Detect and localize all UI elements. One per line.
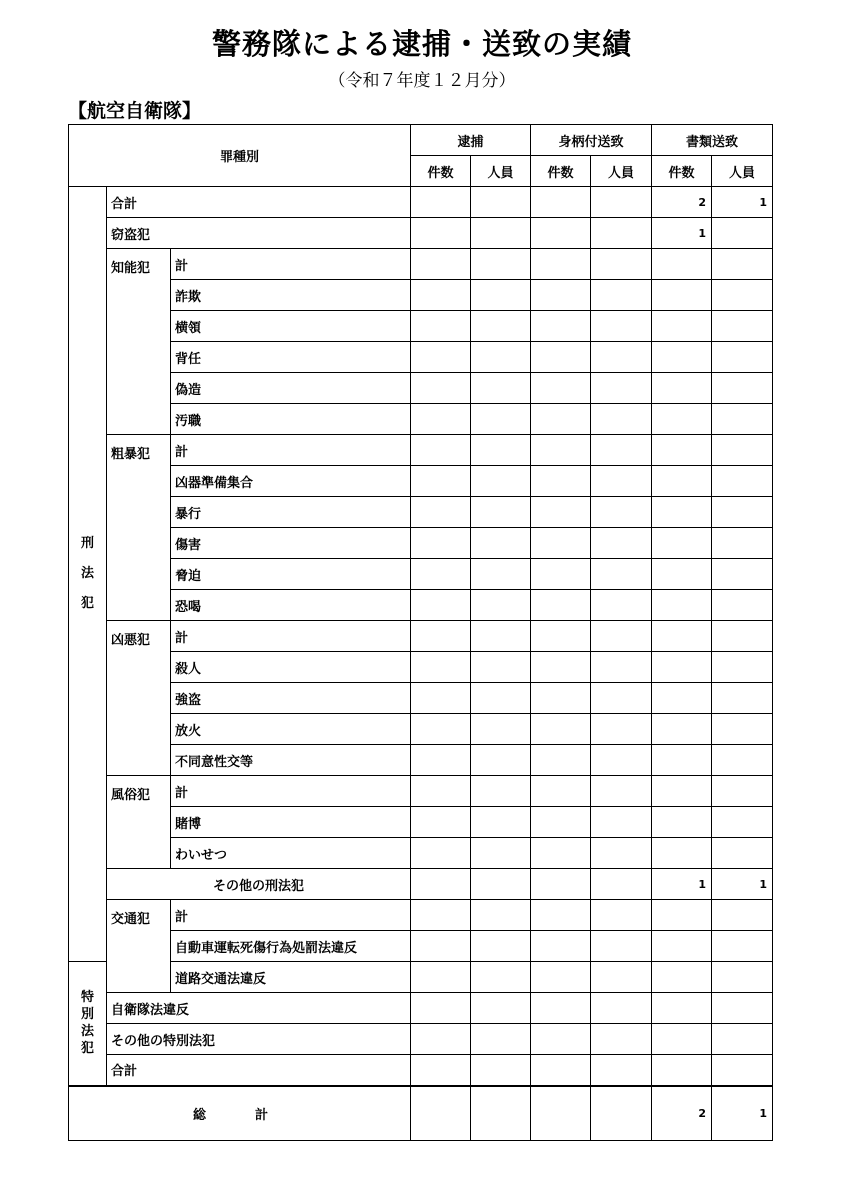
row-label: 賭博 [171, 807, 411, 838]
header-custody: 身柄付送致 [531, 125, 652, 156]
table-row [69, 373, 773, 404]
empty-cell [652, 900, 712, 931]
empty-cell [411, 838, 471, 869]
empty-cell [471, 869, 531, 900]
empty-cell [591, 745, 652, 776]
row-label: 汚職 [171, 404, 411, 435]
empty-cell [471, 528, 531, 559]
empty-cell [591, 404, 652, 435]
empty-cell [531, 404, 591, 435]
empty-cell [591, 342, 652, 373]
table-row [69, 621, 773, 652]
row-label: 詐欺 [171, 280, 411, 311]
row-label: 自衛隊法違反 [107, 993, 411, 1024]
empty-cell [471, 900, 531, 931]
row-label: 計 [171, 621, 411, 652]
table-row [69, 838, 773, 869]
empty-cell [411, 435, 471, 466]
table-row [69, 776, 773, 807]
page-subtitle: （令和７年度１２月分） [328, 71, 516, 91]
empty-cell [652, 404, 712, 435]
table-row [69, 931, 773, 962]
header-documents-count: 件数 [652, 156, 712, 187]
empty-cell [591, 838, 652, 869]
empty-cell [712, 590, 773, 621]
empty-cell [591, 807, 652, 838]
empty-cell [531, 962, 591, 993]
header-arrest-persons: 人員 [471, 156, 531, 187]
empty-cell [411, 1024, 471, 1055]
empty-cell [531, 683, 591, 714]
table-row [69, 745, 773, 776]
empty-cell [531, 497, 591, 528]
empty-cell [652, 962, 712, 993]
empty-cell [531, 1024, 591, 1055]
empty-cell [652, 342, 712, 373]
empty-cell [411, 528, 471, 559]
row-label: 道路交通法違反 [171, 962, 411, 993]
empty-cell [531, 1086, 591, 1141]
empty-cell [411, 776, 471, 807]
empty-cell [591, 280, 652, 311]
empty-cell [712, 652, 773, 683]
empty-cell [531, 838, 591, 869]
empty-cell [652, 249, 712, 280]
empty-cell [712, 373, 773, 404]
empty-cell [531, 249, 591, 280]
empty-cell [591, 590, 652, 621]
row-label: 合計 [107, 187, 411, 218]
empty-cell [591, 373, 652, 404]
grand-total-row [69, 1086, 773, 1141]
empty-cell [411, 373, 471, 404]
empty-cell [591, 931, 652, 962]
value-cell: 2 [652, 1086, 712, 1141]
empty-cell [712, 962, 773, 993]
empty-cell [471, 404, 531, 435]
value-cell: 1 [652, 218, 712, 249]
empty-cell [471, 559, 531, 590]
empty-cell [712, 714, 773, 745]
empty-cell [531, 714, 591, 745]
empty-cell [411, 342, 471, 373]
empty-cell [411, 683, 471, 714]
empty-cell [591, 621, 652, 652]
empty-cell [591, 869, 652, 900]
empty-cell [531, 993, 591, 1024]
section-heading: 【航空自衛隊】 [68, 100, 202, 122]
empty-cell [471, 373, 531, 404]
empty-cell [531, 373, 591, 404]
empty-cell [712, 900, 773, 931]
row-label: 計 [171, 435, 411, 466]
empty-cell [712, 993, 773, 1024]
row-label: 強盗 [171, 683, 411, 714]
empty-cell [652, 528, 712, 559]
empty-cell [471, 466, 531, 497]
empty-cell [531, 807, 591, 838]
empty-cell [712, 311, 773, 342]
empty-cell [411, 497, 471, 528]
empty-cell [471, 652, 531, 683]
empty-cell [531, 528, 591, 559]
empty-cell [591, 528, 652, 559]
empty-cell [471, 683, 531, 714]
empty-cell [712, 1055, 773, 1086]
empty-cell [652, 776, 712, 807]
empty-cell [471, 342, 531, 373]
empty-cell [531, 621, 591, 652]
table-row [69, 342, 773, 373]
empty-cell [471, 776, 531, 807]
row-label: 計 [171, 776, 411, 807]
empty-cell [471, 714, 531, 745]
empty-cell [411, 621, 471, 652]
page-title: 警務隊による逮捕・送致の実績 [211, 27, 632, 61]
row-label: 自動車運転死傷行為処罰法違反 [171, 931, 411, 962]
row-label: 恐喝 [171, 590, 411, 621]
table-row [69, 683, 773, 714]
empty-cell [652, 838, 712, 869]
table-row [69, 1024, 773, 1055]
empty-cell [712, 528, 773, 559]
empty-cell [652, 714, 712, 745]
empty-cell [652, 621, 712, 652]
empty-cell [712, 776, 773, 807]
row-label-intellect: 知能犯 [107, 249, 171, 435]
empty-cell [471, 311, 531, 342]
empty-cell [712, 838, 773, 869]
empty-cell [591, 249, 652, 280]
value-cell: 1 [712, 1086, 773, 1141]
empty-cell [591, 776, 652, 807]
header-documents: 書類送致 [652, 125, 773, 156]
empty-cell [411, 1086, 471, 1141]
table-row [69, 311, 773, 342]
table-row [69, 559, 773, 590]
empty-cell [712, 931, 773, 962]
empty-cell [411, 404, 471, 435]
table-row [69, 249, 773, 280]
header-custody-count: 件数 [531, 156, 591, 187]
empty-cell [531, 466, 591, 497]
value-cell: 1 [712, 869, 773, 900]
empty-cell [471, 590, 531, 621]
empty-cell [411, 559, 471, 590]
table-row [69, 962, 773, 993]
empty-cell [652, 652, 712, 683]
value-cell: 1 [652, 869, 712, 900]
table-row [69, 652, 773, 683]
empty-cell [712, 342, 773, 373]
empty-cell [712, 466, 773, 497]
empty-cell [712, 404, 773, 435]
empty-cell [652, 435, 712, 466]
header-category: 罪種別 [69, 125, 411, 187]
row-label: 暴行 [171, 497, 411, 528]
row-label: 放火 [171, 714, 411, 745]
empty-cell [411, 993, 471, 1024]
row-label-traffic: 交通犯 [107, 900, 171, 993]
empty-cell [471, 497, 531, 528]
empty-cell [591, 652, 652, 683]
empty-cell [531, 900, 591, 931]
row-label: 計 [171, 249, 411, 280]
table-row [69, 900, 773, 931]
value-cell: 1 [712, 187, 773, 218]
row-label-heinous: 凶悪犯 [107, 621, 171, 776]
empty-cell [652, 745, 712, 776]
empty-cell [531, 559, 591, 590]
empty-cell [471, 745, 531, 776]
empty-cell [712, 807, 773, 838]
empty-cell [712, 621, 773, 652]
row-label: 合計 [107, 1055, 411, 1086]
empty-cell [591, 900, 652, 931]
empty-cell [652, 280, 712, 311]
empty-cell [712, 249, 773, 280]
empty-cell [591, 1086, 652, 1141]
empty-cell [531, 931, 591, 962]
row-label-grand-total: 総 計 [69, 1086, 411, 1141]
empty-cell [411, 900, 471, 931]
empty-cell [712, 683, 773, 714]
header-documents-persons: 人員 [712, 156, 773, 187]
table-row [69, 714, 773, 745]
empty-cell [471, 807, 531, 838]
empty-cell [411, 652, 471, 683]
table-row [69, 528, 773, 559]
table-row [69, 187, 773, 218]
table-row [69, 404, 773, 435]
empty-cell [591, 466, 652, 497]
table-row [69, 590, 773, 621]
empty-cell [591, 435, 652, 466]
empty-cell [712, 280, 773, 311]
empty-cell [471, 1055, 531, 1086]
empty-cell [591, 962, 652, 993]
table-row [69, 1055, 773, 1086]
empty-cell [531, 435, 591, 466]
header-arrest-count: 件数 [411, 156, 471, 187]
row-label: 凶器準備集合 [171, 466, 411, 497]
empty-cell [591, 311, 652, 342]
empty-cell [652, 466, 712, 497]
empty-cell [411, 931, 471, 962]
empty-cell [591, 559, 652, 590]
row-label: 傷害 [171, 528, 411, 559]
empty-cell [652, 683, 712, 714]
empty-cell [591, 1055, 652, 1086]
row-label-violence: 粗暴犯 [107, 435, 171, 621]
row-label: その他の特別法犯 [107, 1024, 411, 1055]
header-row-1 [69, 125, 773, 156]
empty-cell [652, 1024, 712, 1055]
empty-cell [652, 373, 712, 404]
empty-cell [652, 590, 712, 621]
empty-cell [712, 497, 773, 528]
empty-cell [531, 1055, 591, 1086]
row-label: 背任 [171, 342, 411, 373]
empty-cell [591, 497, 652, 528]
row-label: 脅迫 [171, 559, 411, 590]
empty-cell [531, 869, 591, 900]
empty-cell [652, 559, 712, 590]
empty-cell [411, 249, 471, 280]
empty-cell [591, 1024, 652, 1055]
group-special-law: 特別法犯 [69, 962, 107, 1086]
group-criminal-law: 刑法犯 [69, 187, 107, 962]
header-arrest: 逮捕 [411, 125, 531, 156]
row-label: わいせつ [171, 838, 411, 869]
empty-cell [411, 1055, 471, 1086]
empty-cell [531, 652, 591, 683]
empty-cell [531, 776, 591, 807]
empty-cell [531, 311, 591, 342]
table-row [69, 466, 773, 497]
table-row [69, 280, 773, 311]
empty-cell [471, 280, 531, 311]
empty-cell [471, 931, 531, 962]
empty-cell [712, 1024, 773, 1055]
row-label: 不同意性交等 [171, 745, 411, 776]
empty-cell [591, 714, 652, 745]
empty-cell [712, 435, 773, 466]
empty-cell [411, 466, 471, 497]
empty-cell [471, 1024, 531, 1055]
row-label: 横領 [171, 311, 411, 342]
row-label: 窃盗犯 [107, 218, 411, 249]
empty-cell [471, 249, 531, 280]
row-label-morals: 風俗犯 [107, 776, 171, 869]
table-row [69, 869, 773, 900]
table-row [69, 497, 773, 528]
empty-cell [411, 280, 471, 311]
empty-cell [411, 590, 471, 621]
empty-cell [411, 807, 471, 838]
empty-cell [712, 745, 773, 776]
row-label: その他の刑法犯 [107, 869, 411, 900]
empty-cell [652, 807, 712, 838]
empty-cell [411, 962, 471, 993]
row-label: 偽造 [171, 373, 411, 404]
empty-cell [471, 435, 531, 466]
table-row [69, 993, 773, 1024]
value-cell: 2 [652, 187, 712, 218]
table-row [69, 218, 773, 249]
empty-cell [471, 962, 531, 993]
empty-cell [652, 1055, 712, 1086]
empty-cell [531, 280, 591, 311]
table-row [69, 807, 773, 838]
empty-cell [471, 621, 531, 652]
empty-cell [712, 559, 773, 590]
empty-cell [471, 1086, 531, 1141]
empty-cell [591, 993, 652, 1024]
header-custody-persons: 人員 [591, 156, 652, 187]
row-label: 殺人 [171, 652, 411, 683]
empty-cell [591, 683, 652, 714]
empty-cell [531, 590, 591, 621]
empty-cell [652, 311, 712, 342]
empty-cell [471, 993, 531, 1024]
empty-cell [652, 993, 712, 1024]
empty-cell [411, 311, 471, 342]
empty-cell [531, 342, 591, 373]
empty-cell [411, 869, 471, 900]
empty-cell [411, 745, 471, 776]
empty-cell [652, 497, 712, 528]
table-row [69, 435, 773, 466]
arrest-statistics-table [68, 124, 773, 1141]
row-label: 計 [171, 900, 411, 931]
empty-cell [652, 931, 712, 962]
empty-cell [531, 745, 591, 776]
empty-cell [411, 714, 471, 745]
empty-cell [471, 838, 531, 869]
